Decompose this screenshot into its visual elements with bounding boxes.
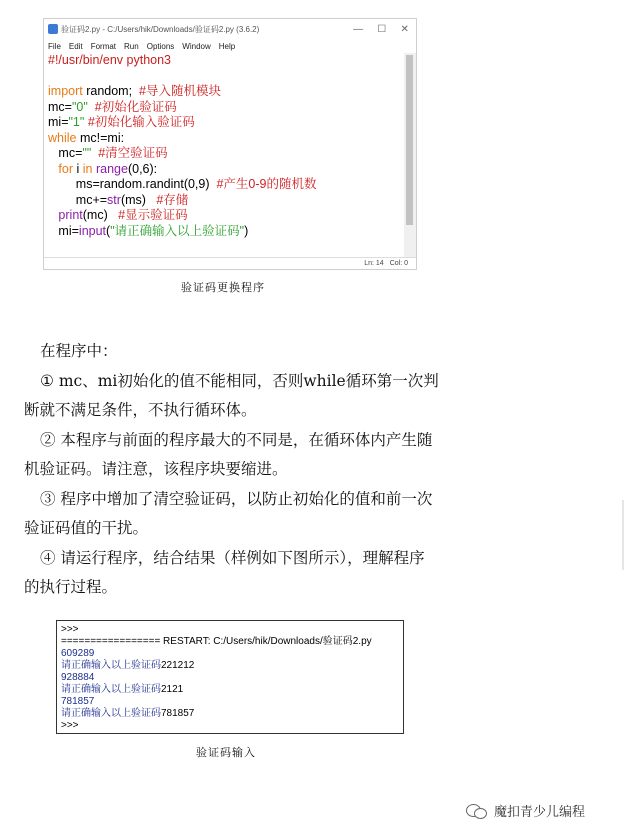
shell-token: 221212 (161, 660, 195, 671)
intro-paragraph: 在程序中： (40, 342, 118, 360)
code-token: mc= (48, 146, 83, 160)
code-token: #导入随机模块 (139, 84, 221, 98)
code-token: i (73, 161, 83, 176)
code-token: ( (106, 223, 111, 238)
code-token: mi= (48, 223, 79, 238)
wechat-icon (466, 802, 488, 820)
item-4-line-2: 的执行过程。 (24, 578, 118, 596)
shell-token: >>> (61, 720, 79, 731)
shell-token: >>> (61, 624, 79, 635)
shell-line (61, 624, 399, 636)
code-editor[interactable] (44, 53, 404, 257)
scrollbar-thumb[interactable] (406, 55, 413, 225)
item-4-line-1: ④ 请运行程序，结合结果（样例如下图所示），理解程序 (40, 548, 425, 567)
code-token: (ms) (120, 192, 157, 207)
code-token: mc!=mi: (76, 130, 125, 145)
code-line (48, 146, 404, 162)
item-3-line-2: 验证码值的干扰。 (24, 519, 149, 537)
code-token: ms=random.randint(0,9) (48, 177, 217, 191)
menu-file[interactable]: File (48, 41, 61, 51)
code-token: mc= (48, 99, 72, 114)
window-controls (346, 24, 416, 35)
code-token: #初始化输入验证码 (87, 115, 195, 129)
code-token: print (58, 208, 83, 222)
code-line (48, 69, 404, 85)
minimize-icon[interactable]: — (353, 23, 364, 35)
menu-bar (44, 39, 416, 53)
shell-line (61, 720, 399, 732)
code-token: "0" (71, 99, 88, 114)
code-token: mi= (48, 115, 69, 129)
shell-token: 781857 (161, 708, 195, 719)
code-line (48, 162, 404, 178)
caption-program: 验证码更换程序 (181, 281, 265, 294)
body-text (24, 337, 592, 603)
shell-line (61, 672, 399, 684)
code-token (88, 100, 95, 114)
code-line (48, 208, 404, 224)
menu-options[interactable]: Options (146, 41, 175, 51)
idle-editor-window (43, 18, 417, 270)
code-token: range (95, 161, 128, 176)
code-token: "请正确输入以上验证码" (110, 223, 245, 238)
shell-line (61, 636, 399, 648)
code-line (48, 100, 404, 116)
code-token: #产生0-9的随机数 (216, 177, 317, 191)
shell-token: 请正确输入以上验证码 (61, 684, 161, 695)
code-token: #存储 (156, 192, 189, 207)
menu-edit[interactable]: Edit (68, 41, 83, 51)
status-bar (44, 257, 416, 269)
item-1-line-1: ① mc、mi初始化的值不能相同，否则while循环第一次判 (40, 371, 439, 390)
code-line (48, 177, 404, 193)
shell-token: 请正确输入以上验证码 (61, 660, 161, 671)
code-line (48, 84, 404, 100)
code-line (48, 115, 404, 131)
python-shell-output (56, 620, 404, 734)
code-token: #清空验证码 (98, 146, 168, 160)
caption-shell: 验证码输入 (196, 746, 256, 759)
code-token: str (107, 192, 121, 207)
item-2-line-1: ② 本程序与前面的程序最大的不同是，在循环体内产生随 (40, 430, 433, 449)
python-file-icon (48, 24, 58, 34)
watermark (466, 801, 585, 820)
code-token: for (58, 161, 74, 176)
code-line (48, 193, 404, 209)
shell-token: 请正确输入以上验证码 (61, 708, 161, 719)
close-icon[interactable]: ✕ (400, 23, 409, 35)
code-token: input (78, 223, 107, 238)
code-token: while (48, 130, 77, 145)
watermark-text: 魔扣青少儿编程 (494, 805, 586, 820)
item-1-line-2: 断就不满足条件，不执行循环体。 (24, 401, 257, 419)
code-token: "1" (68, 115, 85, 129)
code-token (48, 162, 58, 176)
shell-token: 609289 (61, 648, 95, 659)
code-token: #显示验证码 (118, 208, 188, 222)
code-token (48, 208, 58, 222)
window-titlebar (44, 19, 416, 39)
shell-token: ================= RESTART: C:/Users/hik/Downloads/验证码2.py (61, 636, 372, 647)
code-token: (0,6): (127, 161, 158, 176)
code-token: "" (82, 146, 92, 160)
code-token: import (48, 84, 83, 98)
status-col: Col: 0 (389, 260, 408, 267)
shell-token: 781857 (61, 696, 95, 707)
code-token: in (82, 161, 93, 176)
window-title: 验证码2.py - C:/Users/hik/Downloads/验证码2.py (3.6.2) (61, 24, 260, 34)
item-2-line-2: 机验证码。请注意，该程序块要缩进。 (24, 460, 288, 478)
menu-help[interactable]: Help (218, 41, 236, 51)
code-token: (mc) (82, 208, 119, 222)
code-token: #初始化验证码 (94, 99, 177, 114)
shell-line (61, 648, 399, 660)
vertical-scrollbar[interactable] (404, 53, 416, 257)
shell-token: 2121 (161, 684, 184, 695)
shell-line (61, 708, 399, 720)
code-line (48, 53, 404, 69)
code-token: #!/usr/bin/env python3 (48, 53, 171, 67)
menu-format[interactable]: Format (90, 41, 117, 51)
menu-run[interactable]: Run (124, 41, 139, 51)
item-3-line-1: ③ 程序中增加了清空验证码，以防止初始化的值和前一次 (40, 489, 433, 508)
shell-line (61, 696, 399, 708)
code-line (48, 224, 404, 240)
maximize-icon[interactable]: ☐ (377, 23, 387, 35)
code-token: ) (244, 223, 249, 238)
code-line (48, 131, 404, 147)
status-line: Ln: 14 (364, 260, 384, 267)
shell-token: 928884 (61, 672, 95, 683)
code-token: mc+= (48, 192, 108, 207)
code-token: random; (82, 84, 140, 98)
shell-line (61, 684, 399, 696)
menu-window[interactable]: Window (182, 41, 211, 51)
shell-line (61, 660, 399, 672)
